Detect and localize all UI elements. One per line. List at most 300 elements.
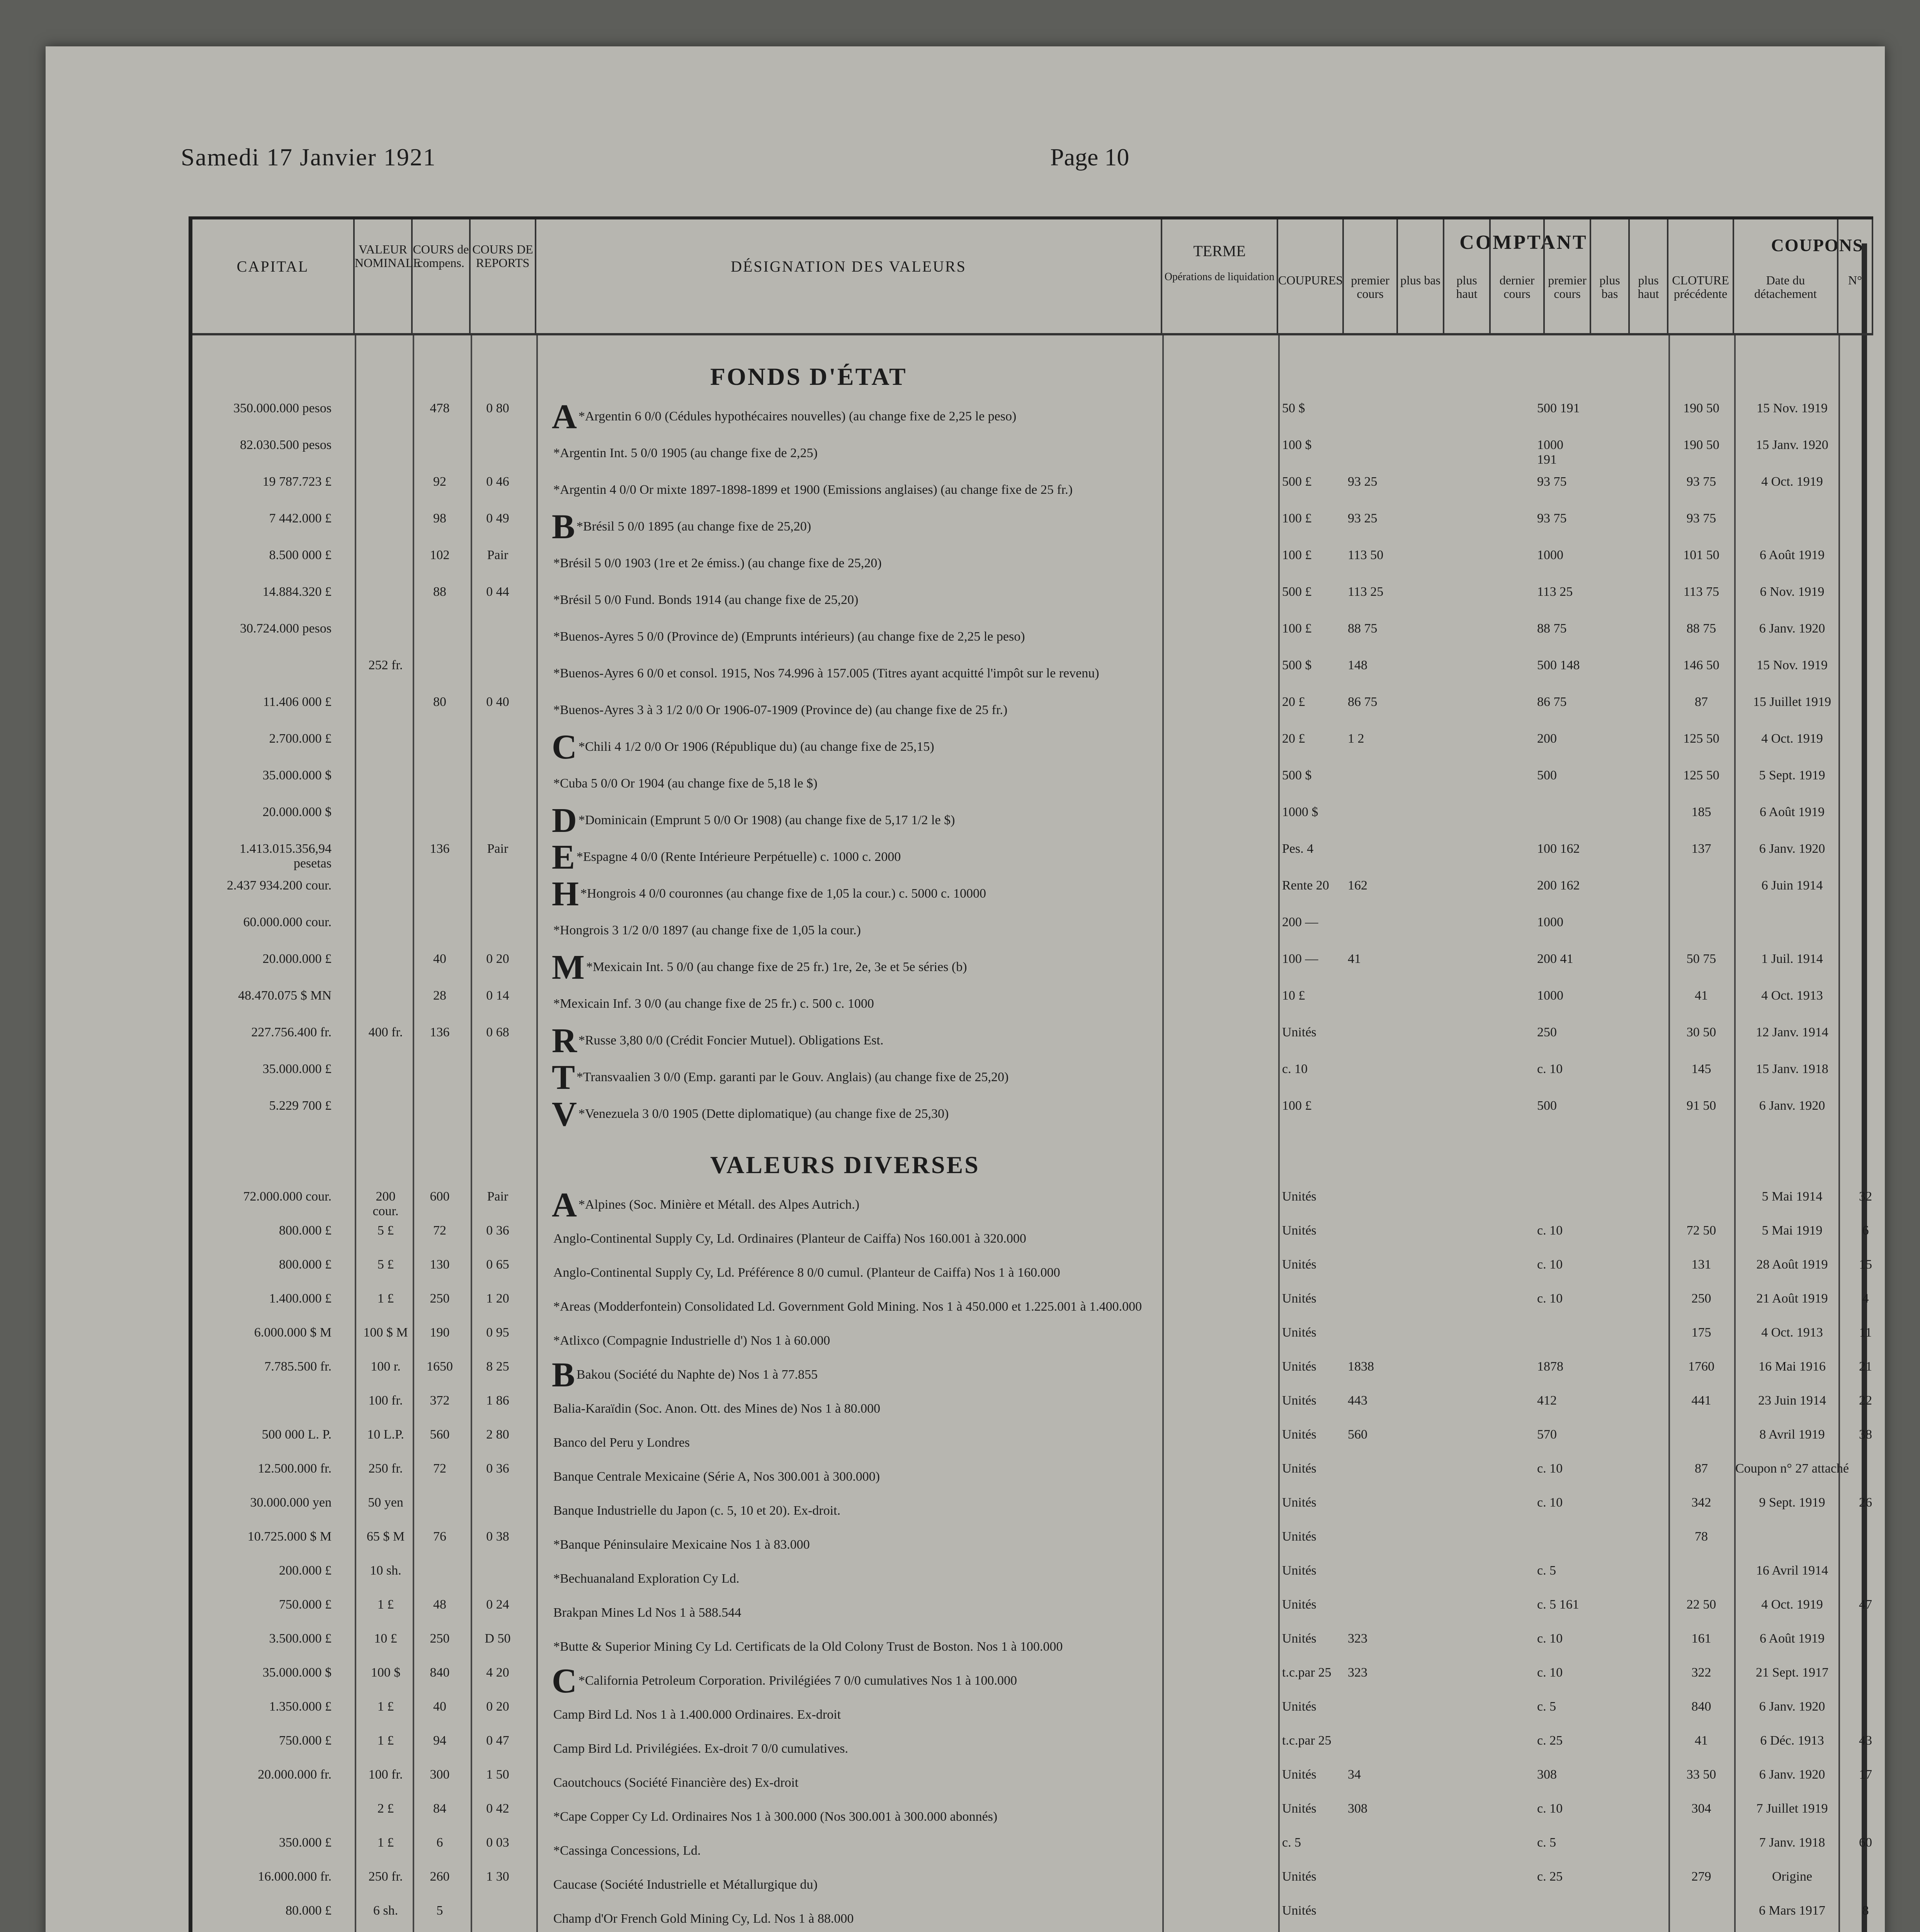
cell-cpn: 500 $ xyxy=(1282,658,1312,672)
col-valeur-nominale: VALEUR NOMINALE xyxy=(355,219,413,335)
cell-rep: 0 20 xyxy=(486,1699,509,1714)
designation-text: *Alpines (Soc. Minière et Métall. des Alpes Autrich.) xyxy=(578,1197,860,1212)
cell-cap: 80.000 £ xyxy=(286,1903,332,1918)
cell-cpc: 136 xyxy=(430,842,450,856)
drop-initial: B xyxy=(552,1356,575,1394)
cell-clo: 304 xyxy=(1691,1801,1711,1816)
cell-cap: 6.000.000 $ M xyxy=(254,1325,332,1340)
table-row xyxy=(192,1095,1873,1145)
cell-nom: 5 £ xyxy=(377,1257,394,1272)
cell-cpn: Unités xyxy=(1282,1291,1316,1306)
quotation-table xyxy=(189,216,1873,1932)
cell-cdate: 21 Août 1919 xyxy=(1756,1291,1828,1306)
drop-initial: B xyxy=(552,508,575,546)
cell-cap: 5.229 700 £ xyxy=(269,1099,332,1113)
col-date-detachement: Date du détachement xyxy=(1734,219,1838,335)
cell-cap: 30.000.000 yen xyxy=(250,1495,332,1510)
cell-cap: 800.000 £ xyxy=(279,1257,332,1272)
cell-rep: 0 38 xyxy=(486,1529,509,1544)
cell-cnum: 43 xyxy=(1859,1733,1872,1748)
cell-rep: 0 80 xyxy=(486,401,509,415)
cell-cap: 227.756.400 fr. xyxy=(251,1025,332,1039)
cell-cdate: 1 Juil. 1914 xyxy=(1761,952,1823,966)
cell-cdate: 6 Janv. 1920 xyxy=(1759,842,1825,856)
designation-text: *Cassinga Concessions, Ld. xyxy=(553,1844,701,1858)
cell-cdate: 12 Janv. 1914 xyxy=(1756,1025,1828,1039)
cell-cnum: 11 xyxy=(1859,1325,1872,1340)
cell-rep: 0 44 xyxy=(486,585,509,599)
cell-cpn: 100 £ xyxy=(1282,548,1312,562)
section-valeurs-diverses: VALEURS DIVERSES xyxy=(710,1151,980,1179)
cell-pv: 86 75 xyxy=(1348,695,1378,709)
cell-cpn: t.c.par 25 xyxy=(1282,1733,1332,1748)
cell-cap: 7.785.500 fr. xyxy=(264,1359,332,1374)
cell-designation xyxy=(552,728,1155,766)
cell-nom: 1 £ xyxy=(377,1699,394,1714)
drop-initial: H xyxy=(552,875,579,913)
cell-nom: 100 fr. xyxy=(368,1767,403,1782)
cell-cpc: 40 xyxy=(433,952,446,966)
cell-cpn: 500 $ xyxy=(1282,768,1312,782)
cell-clo: 131 xyxy=(1691,1257,1711,1272)
designation-text: Anglo-Continental Supply Cy, Ld. Préférence 8 0/0 cumul. (Planteur de Caiffa) Nos 1 à 160.000 xyxy=(553,1265,1060,1280)
cell-cpn: 100 — xyxy=(1282,952,1318,966)
cell-pv: 148 xyxy=(1348,658,1367,672)
cell-designation xyxy=(552,474,1155,506)
cell-dc: c. 10 xyxy=(1537,1257,1563,1272)
cell-cpc: 250 xyxy=(430,1631,450,1646)
cell-cpn: Unités xyxy=(1282,1461,1316,1476)
cell-cap: 72.000.000 cour. xyxy=(243,1189,332,1204)
cell-cap: 2.700.000 £ xyxy=(269,731,332,746)
designation-text: *Argentin 4 0/0 Or mixte 1897-1898-1899 et 1900 (Emissions anglaises) (au change fixe de 25 fr.) xyxy=(553,483,1073,497)
cell-clo: 137 xyxy=(1691,842,1711,856)
cell-designation xyxy=(552,398,1155,436)
cell-cdate: 15 Janv. 1918 xyxy=(1756,1062,1828,1076)
cell-designation xyxy=(552,838,1155,876)
cell-dc: 500 xyxy=(1537,1099,1557,1113)
cell-cpn: Unités xyxy=(1282,1597,1316,1612)
cell-rep: 0 95 xyxy=(486,1325,509,1340)
cell-cdate: 6 Janv. 1920 xyxy=(1759,621,1825,636)
cell-pv: 34 xyxy=(1348,1767,1361,1782)
cell-cdate: Origine xyxy=(1772,1869,1812,1884)
cell-designation xyxy=(552,915,1155,946)
cell-dc: c. 10 xyxy=(1537,1665,1563,1680)
cell-clo: 190 50 xyxy=(1683,438,1719,452)
cell-cdate: 15 Nov. 1919 xyxy=(1757,401,1828,415)
cell-cap: 60.000.000 cour. xyxy=(243,915,332,929)
drop-initial: E xyxy=(552,838,575,876)
designation-text: *Butte & Superior Mining Cy Ld. Certificats de la Old Colony Trust de Boston. Nos 1 à 100.000 xyxy=(553,1639,1063,1654)
designation-text: Caucase (Société Industrielle et Métallurgique du) xyxy=(553,1878,818,1892)
cell-dc: c. 10 xyxy=(1537,1291,1563,1306)
cell-cnum: 47 xyxy=(1859,1597,1872,1612)
cell-cap: 82.030.500 pesos xyxy=(240,438,332,452)
cell-cnum: 6 xyxy=(1862,1223,1869,1238)
cell-clo: 78 xyxy=(1695,1529,1708,1544)
designation-text: *Russe 3,80 0/0 (Crédit Foncier Mutuel). Obligations Est. xyxy=(578,1033,884,1048)
cell-dc: c. 10 xyxy=(1537,1461,1563,1476)
cell-cap: 35.000.000 £ xyxy=(262,1062,332,1076)
cell-dc: c. 10 xyxy=(1537,1223,1563,1238)
cell-cap: 750.000 £ xyxy=(279,1597,332,1612)
cell-cdate: 4 Oct. 1919 xyxy=(1761,1597,1823,1612)
cell-clo: 322 xyxy=(1691,1665,1711,1680)
col-numero: N° xyxy=(1838,219,1873,335)
cell-designation xyxy=(552,1058,1155,1097)
designation-text: *Cuba 5 0/0 Or 1904 (au change fixe de 5,18 le $) xyxy=(553,776,818,791)
cell-clo: 840 xyxy=(1691,1699,1711,1714)
cell-cpn: t.c.par 25 xyxy=(1282,1665,1332,1680)
cell-clo: 22 50 xyxy=(1686,1597,1716,1612)
cell-designation xyxy=(552,1767,1155,1799)
cell-designation xyxy=(552,695,1155,726)
cell-cpc: 102 xyxy=(430,548,450,562)
designation-text: *Mexicain Int. 5 0/0 (au change fixe de 25 fr.) 1re, 2e, 3e et 5e séries (b) xyxy=(586,960,967,974)
cell-cpn: Unités xyxy=(1282,1427,1316,1442)
cell-nom: 5 £ xyxy=(377,1223,394,1238)
cell-nom: 400 fr. xyxy=(368,1025,403,1039)
cell-cap: 35.000.000 $ xyxy=(262,1665,332,1680)
cell-clo: 145 xyxy=(1691,1062,1711,1076)
cell-clo: 88 75 xyxy=(1686,621,1716,636)
cell-cpc: 560 xyxy=(430,1427,450,1442)
designation-text: Balia-Karaïdin (Soc. Anon. Ott. des Mines de) Nos 1 à 80.000 xyxy=(553,1401,881,1416)
cell-cpc: 372 xyxy=(430,1393,450,1408)
cell-clo: 72 50 xyxy=(1686,1223,1716,1238)
col-cours-reports: COURS DE REPORTS xyxy=(471,219,536,335)
cell-cdate: 28 Août 1919 xyxy=(1756,1257,1828,1272)
cell-designation xyxy=(552,1699,1155,1731)
cell-nom: 250 fr. xyxy=(368,1461,403,1476)
cell-cdate: 4 Oct. 1913 xyxy=(1761,988,1823,1003)
cell-nom: 252 fr. xyxy=(368,658,403,672)
cell-designation xyxy=(552,1257,1155,1289)
cell-rep: 1 50 xyxy=(486,1767,509,1782)
cell-designation xyxy=(552,988,1155,1020)
cell-cap: 3.500.000 £ xyxy=(269,1631,332,1646)
col-premier-cours-2: premier cours xyxy=(1545,219,1591,335)
cell-cpn: 100 £ xyxy=(1282,511,1312,526)
cell-designation xyxy=(552,801,1155,840)
cell-cpn: Unités xyxy=(1282,1189,1316,1204)
cell-cpn: Unités xyxy=(1282,1631,1316,1646)
cell-cpc: 260 xyxy=(430,1869,450,1884)
col-cours-compens: COURS de compens. xyxy=(413,219,471,335)
cell-nom: 10 L.P. xyxy=(367,1427,404,1442)
cell-nom: 2 £ xyxy=(377,1801,394,1816)
cell-pv: 41 xyxy=(1348,952,1361,966)
cell-rep: 0 46 xyxy=(486,474,509,489)
cell-pv: 323 xyxy=(1348,1631,1367,1646)
cell-designation xyxy=(552,1393,1155,1425)
cell-cdate: 5 Mai 1919 xyxy=(1762,1223,1823,1238)
cell-designation xyxy=(552,1325,1155,1357)
cell-pv: 93 25 xyxy=(1348,511,1378,526)
designation-text: *Mexicain Inf. 3 0/0 (au change fixe de 25 fr.) c. 500 c. 1000 xyxy=(553,997,874,1011)
cell-cpn: 20 £ xyxy=(1282,695,1305,709)
cell-dc: 100 162 xyxy=(1537,842,1580,856)
cell-designation xyxy=(552,768,1155,799)
cell-designation xyxy=(552,1356,1155,1394)
cell-nom: 10 sh. xyxy=(370,1563,401,1578)
cell-cnum: 8 xyxy=(1862,1903,1869,1918)
cell-rep: 8 25 xyxy=(486,1359,509,1374)
cell-dc: 308 xyxy=(1537,1767,1557,1782)
cell-dc: 86 75 xyxy=(1537,695,1567,709)
cell-designation xyxy=(552,1835,1155,1867)
cell-dc: c. 10 xyxy=(1537,1801,1563,1816)
cell-rep: 0 20 xyxy=(486,952,509,966)
comptant-title: COMPTANT xyxy=(1459,231,1588,253)
cell-cnum: 21 xyxy=(1859,1359,1872,1374)
cell-dc: c. 10 xyxy=(1537,1495,1563,1510)
cell-cpn: 200 — xyxy=(1282,915,1318,929)
cell-cap: 20.000.000 $ xyxy=(262,805,332,819)
cell-cpc: 94 xyxy=(433,1733,446,1748)
cell-designation xyxy=(552,1597,1155,1629)
cell-dc: c. 25 xyxy=(1537,1869,1563,1884)
cell-designation xyxy=(552,1291,1155,1323)
cell-cdate: 7 Juillet 1919 xyxy=(1756,1801,1828,1816)
designation-text: Camp Bird Ld. Nos 1 à 1.400.000 Ordinaires. Ex-droit xyxy=(553,1708,841,1722)
cell-designation xyxy=(552,1662,1155,1700)
cell-dc: 200 41 xyxy=(1537,952,1573,966)
cell-rep: 0 36 xyxy=(486,1461,509,1476)
cell-cpc: 76 xyxy=(433,1529,446,1544)
cell-cpn: Rente 20 xyxy=(1282,878,1329,893)
cell-clo: 30 50 xyxy=(1686,1025,1716,1039)
cell-cnum: 26 xyxy=(1859,1495,1872,1510)
designation-text: *Argentin 6 0/0 (Cédules hypothécaires nouvelles) (au change fixe de 2,25 le peso) xyxy=(578,409,1017,423)
cell-cnum: 32 xyxy=(1859,1189,1872,1204)
cell-cdate: 6 Janv. 1920 xyxy=(1759,1699,1825,1714)
cell-cdate: Coupon n° 27 attaché xyxy=(1735,1461,1849,1476)
cell-cpn: Unités xyxy=(1282,1801,1316,1816)
designation-text: Banco del Peru y Londres xyxy=(553,1435,690,1450)
designation-text: *Dominicain (Emprunt 5 0/0 Or 1908) (au change fixe de 5,17 1/2 le $) xyxy=(578,813,955,827)
drop-initial: M xyxy=(552,948,585,986)
cell-cap: 14.884.320 £ xyxy=(262,585,332,599)
cell-cpn: 100 £ xyxy=(1282,1099,1312,1113)
cell-cpc: 98 xyxy=(433,511,446,526)
designation-text: Banque Centrale Mexicaine (Série A, Nos 300.001 à 300.000) xyxy=(553,1469,880,1484)
cell-pv: 93 25 xyxy=(1348,474,1378,489)
cell-cpn: Unités xyxy=(1282,1223,1316,1238)
page-number: Page 10 xyxy=(1050,143,1129,171)
cell-dc: 500 xyxy=(1537,768,1557,782)
cell-cpc: 72 xyxy=(433,1223,446,1238)
cell-cdate: 4 Oct. 1913 xyxy=(1761,1325,1823,1340)
cell-cdate: 6 Nov. 1919 xyxy=(1760,585,1825,599)
coupons-title: COUPONS xyxy=(1771,235,1864,255)
cell-rep: 1 30 xyxy=(486,1869,509,1884)
cell-clo: 185 xyxy=(1691,805,1711,819)
cell-cpn: 10 £ xyxy=(1282,988,1305,1003)
cell-dc: c. 5 xyxy=(1537,1563,1556,1578)
cell-cap: 200.000 £ xyxy=(279,1563,332,1578)
cell-cap: 16.000.000 fr. xyxy=(258,1869,332,1884)
cell-designation xyxy=(552,1427,1155,1459)
cell-dc: c. 5 xyxy=(1537,1699,1556,1714)
cell-designation xyxy=(552,1529,1155,1561)
cell-cpc: 300 xyxy=(430,1767,450,1782)
cell-dc: 93 75 xyxy=(1537,474,1567,489)
cell-cpn: 100 £ xyxy=(1282,621,1312,636)
cell-clo: 1760 xyxy=(1688,1359,1714,1374)
col-designation: DÉSIGNATION DES VALEURS xyxy=(536,219,1162,335)
cell-cpn: 100 $ xyxy=(1282,438,1312,452)
cell-designation xyxy=(552,438,1155,469)
cell-rep: Pair xyxy=(487,1189,508,1204)
cell-cdate: 6 Août 1919 xyxy=(1759,548,1825,562)
cell-cnum: 22 xyxy=(1859,1393,1872,1408)
cell-clo: 125 50 xyxy=(1683,768,1719,782)
cell-cdate: 21 Sept. 1917 xyxy=(1756,1665,1828,1680)
cell-rep: 0 42 xyxy=(486,1801,509,1816)
cell-cnum: 15 xyxy=(1859,1257,1872,1272)
cell-pv: 308 xyxy=(1348,1801,1367,1816)
designation-text: *Hongrois 4 0/0 couronnes (au change fixe de 1,05 la cour.) c. 5000 c. 10000 xyxy=(580,886,986,901)
cell-cdate: 6 Juin 1914 xyxy=(1761,878,1823,893)
cell-cap: 1.400.000 £ xyxy=(269,1291,332,1306)
cell-cpn: Unités xyxy=(1282,1495,1316,1510)
drop-initial: V xyxy=(552,1095,577,1133)
cell-clo: 93 75 xyxy=(1686,474,1716,489)
cell-cnum: 38 xyxy=(1859,1427,1872,1442)
cell-designation xyxy=(552,1022,1155,1060)
cell-designation xyxy=(552,1903,1155,1932)
cell-clo: 279 xyxy=(1691,1869,1711,1884)
designation-text: *Areas (Modderfontein) Consolidated Ld. Government Gold Mining. Nos 1 à 450.000 et 1.225.001 à 1.400.000 xyxy=(553,1299,1142,1314)
cell-cdate: 6 Déc. 1913 xyxy=(1760,1733,1824,1748)
cell-pv: 323 xyxy=(1348,1665,1367,1680)
cell-designation xyxy=(552,1631,1155,1663)
issue-date: Samedi 17 Janvier 1921 xyxy=(181,143,436,171)
cell-dc: c. 10 xyxy=(1537,1062,1563,1076)
cell-cpc: 48 xyxy=(433,1597,446,1612)
designation-text: *Banque Péninsulaire Mexicaine Nos 1 à 83.000 xyxy=(553,1537,810,1552)
cell-pv: 113 50 xyxy=(1348,548,1384,562)
table-row xyxy=(192,1903,1873,1932)
col-coupures: COUPURES xyxy=(1278,219,1344,335)
terme-label: TERME xyxy=(1193,242,1246,260)
cell-cap: 48.470.075 $ MN xyxy=(238,988,332,1003)
cell-cpn: Unités xyxy=(1282,1903,1316,1918)
cell-cpn: 1000 $ xyxy=(1282,805,1318,819)
cell-clo: 93 75 xyxy=(1686,511,1716,526)
cell-clo: 146 50 xyxy=(1683,658,1719,672)
cell-pv: 443 xyxy=(1348,1393,1367,1408)
cell-cap: 1.350.000 £ xyxy=(269,1699,332,1714)
col-dernier-cours: dernier cours xyxy=(1491,219,1545,335)
operations-label: Opérations de liquidation xyxy=(1164,271,1275,283)
cell-cpc: 40 xyxy=(433,1699,446,1714)
cell-designation xyxy=(552,1223,1155,1255)
designation-text: *Atlixco (Compagnie Industrielle d') Nos 1 à 60.000 xyxy=(553,1333,830,1348)
cell-dc: 412 xyxy=(1537,1393,1557,1408)
cell-dc: 1000 191 xyxy=(1537,438,1563,467)
page-header xyxy=(181,143,1788,197)
cell-designation xyxy=(552,1733,1155,1765)
cell-designation xyxy=(552,1801,1155,1833)
cell-cdate: 15 Juillet 1919 xyxy=(1753,695,1832,709)
cell-clo: 41 xyxy=(1695,988,1708,1003)
cell-nom: 50 yen xyxy=(368,1495,403,1510)
cell-cpn: 500 £ xyxy=(1282,474,1312,489)
cell-designation xyxy=(552,585,1155,616)
cell-cdate: 6 Mars 1917 xyxy=(1759,1903,1825,1918)
cell-clo: 87 xyxy=(1695,695,1708,709)
cell-rep: 0 36 xyxy=(486,1223,509,1238)
cell-cdate: 23 Juin 1914 xyxy=(1758,1393,1826,1408)
cell-nom: 1 £ xyxy=(377,1597,394,1612)
cell-cpn: 20 £ xyxy=(1282,731,1305,746)
cell-dc: 500 148 xyxy=(1537,658,1580,672)
cell-designation xyxy=(552,1869,1155,1901)
cell-clo: 175 xyxy=(1691,1325,1711,1340)
cell-clo: 41 xyxy=(1695,1733,1708,1748)
cell-cdate: 15 Janv. 1920 xyxy=(1756,438,1828,452)
cell-rep: 1 86 xyxy=(486,1393,509,1408)
cell-clo: 250 xyxy=(1691,1291,1711,1306)
cell-nom: 65 $ M xyxy=(366,1529,405,1544)
page-sheet xyxy=(46,46,1885,1932)
designation-text: Caoutchoucs (Société Financière des) Ex-droit xyxy=(553,1776,799,1790)
cell-cpc: 92 xyxy=(433,474,446,489)
cell-rep: 1 20 xyxy=(486,1291,509,1306)
cell-cap: 20.000.000 fr. xyxy=(258,1767,332,1782)
cell-designation xyxy=(552,1495,1155,1527)
designation-text: *Transvaalien 3 0/0 (Emp. garanti par le Gouv. Anglais) (au change fixe de 25,20) xyxy=(577,1070,1009,1084)
cell-cpn: c. 10 xyxy=(1282,1062,1308,1076)
cell-cpc: 840 xyxy=(430,1665,450,1680)
cell-dc: c. 5 161 xyxy=(1537,1597,1579,1612)
cell-cnum: 17 xyxy=(1859,1767,1872,1782)
cell-cpn: 500 £ xyxy=(1282,585,1312,599)
cell-rep: 0 03 xyxy=(486,1835,509,1850)
cell-dc: 250 xyxy=(1537,1025,1557,1039)
cell-clo: 342 xyxy=(1691,1495,1711,1510)
designation-text: Camp Bird Ld. Privilégiées. Ex-droit 7 0/0 cumulatives. xyxy=(553,1742,848,1756)
cell-dc: c. 5 xyxy=(1537,1835,1556,1850)
cell-cap: 10.725.000 $ M xyxy=(247,1529,332,1544)
designation-text: *Argentin Int. 5 0/0 1905 (au change fixe de 2,25) xyxy=(553,446,818,460)
cell-rep: 0 14 xyxy=(486,988,509,1003)
cell-cpc: 136 xyxy=(430,1025,450,1039)
cell-cdate: 4 Oct. 1919 xyxy=(1761,731,1823,746)
cell-designation xyxy=(552,621,1155,653)
drop-initial: A xyxy=(552,398,577,436)
cell-cap: 350.000.000 pesos xyxy=(233,401,332,415)
cell-rep: 0 47 xyxy=(486,1733,509,1748)
cell-cap: 20.000.000 £ xyxy=(262,952,332,966)
cell-cdate: 6 Janv. 1920 xyxy=(1759,1767,1825,1782)
col-premier-cours: premier cours xyxy=(1344,219,1398,335)
cell-nom: 100 r. xyxy=(371,1359,401,1374)
cell-rep: 4 20 xyxy=(486,1665,509,1680)
designation-text: Brakpan Mines Ld Nos 1 à 588.544 xyxy=(553,1605,741,1620)
cell-dc: 200 162 xyxy=(1537,878,1580,893)
cell-dc: 500 191 xyxy=(1537,401,1580,415)
cell-dc: 1000 xyxy=(1537,548,1563,562)
cell-cdate: 15 Nov. 1919 xyxy=(1757,658,1828,672)
cell-nom: 1 £ xyxy=(377,1835,394,1850)
cell-cdate: 16 Mai 1916 xyxy=(1758,1359,1826,1374)
cell-cpn: Unités xyxy=(1282,1257,1316,1272)
cell-cpc: 6 xyxy=(436,1835,443,1850)
